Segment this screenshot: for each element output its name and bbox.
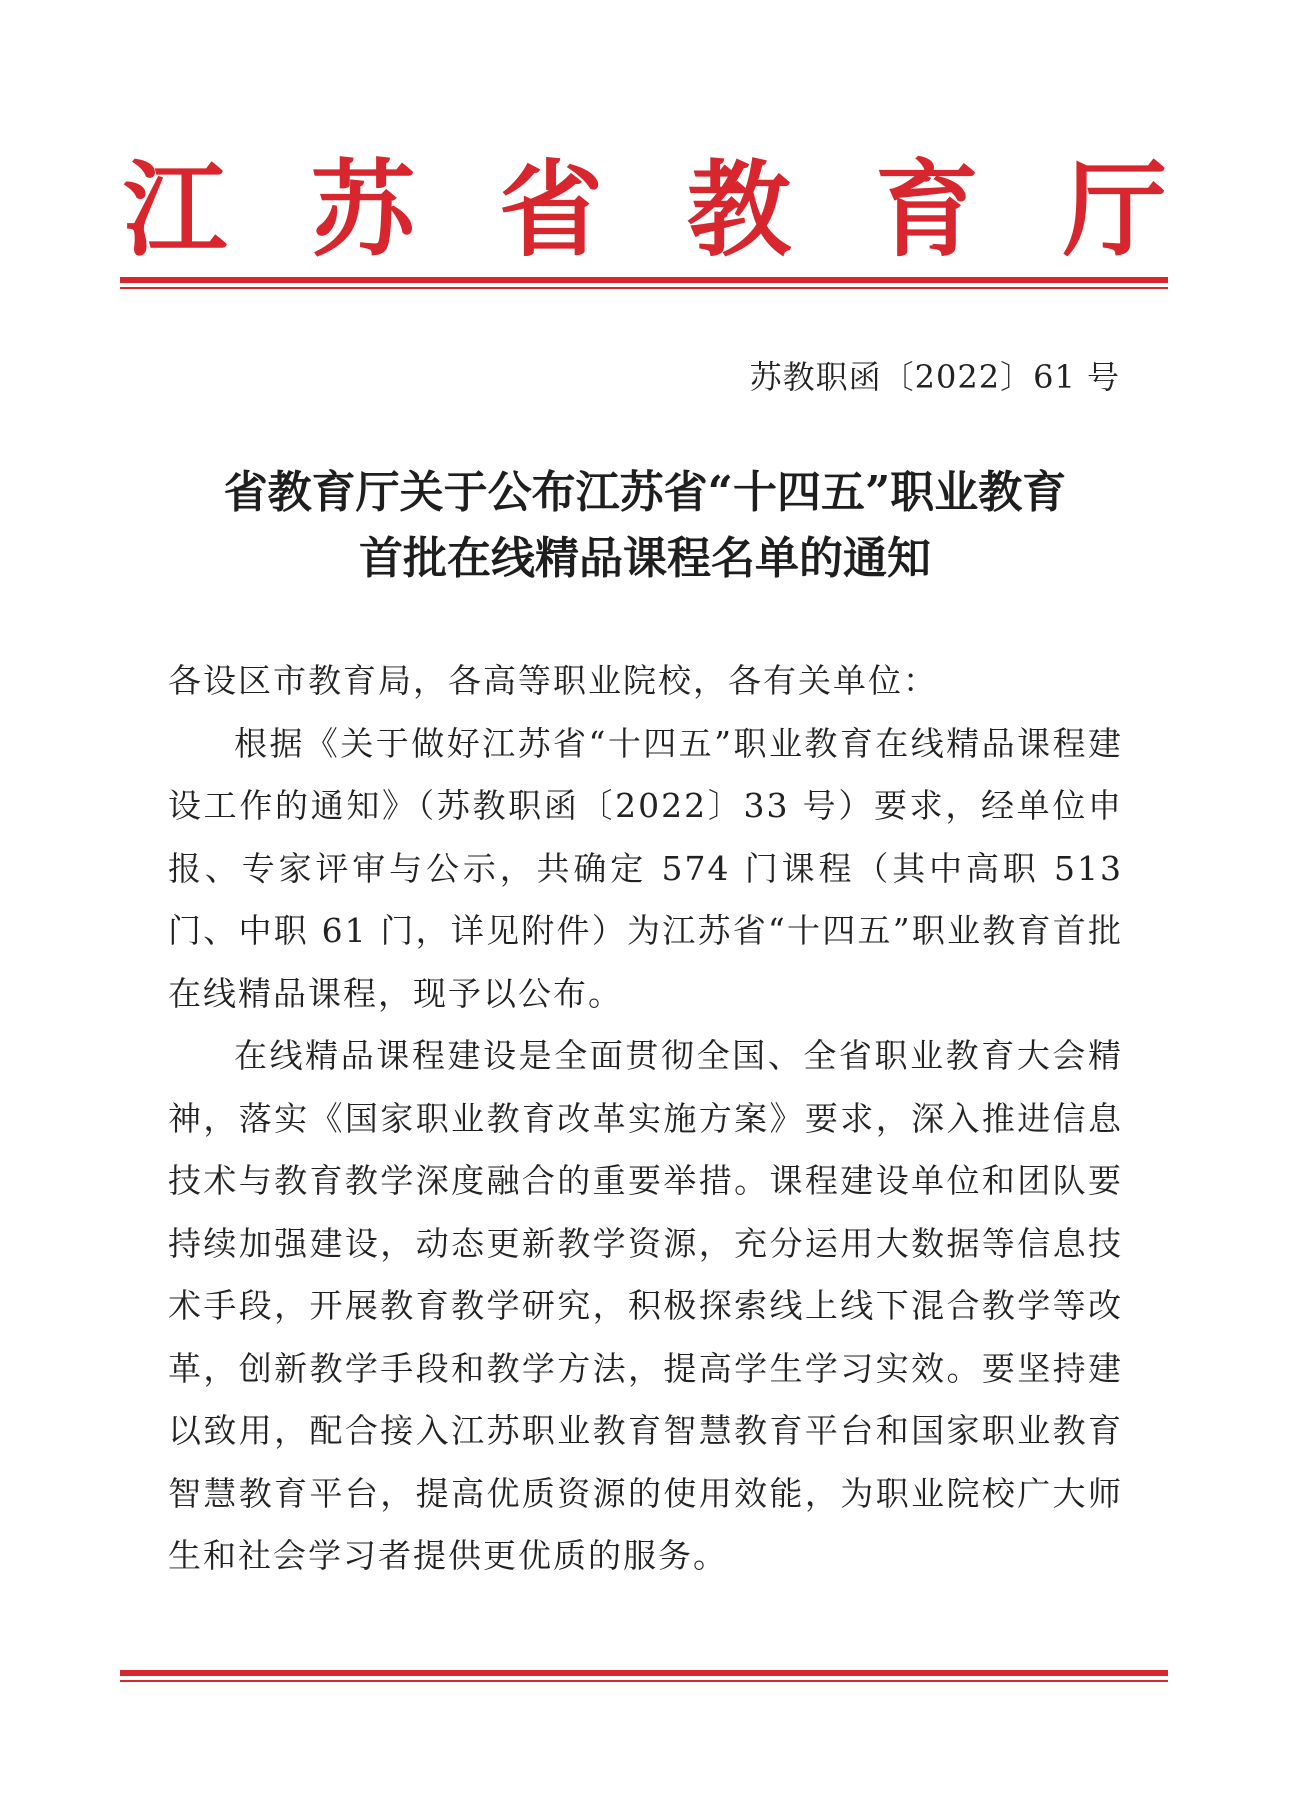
issuer-char: 教	[686, 148, 791, 271]
issuer-char: 育	[874, 148, 979, 271]
issuer-header	[120, 150, 1170, 270]
red-rule-thick	[120, 277, 1168, 283]
document-body	[168, 650, 1123, 1588]
issuer-char: 苏	[310, 148, 415, 271]
red-rule-thin	[120, 287, 1168, 289]
addressee: 各设区市教育局，各高等职业院校，各有关单位：	[168, 661, 938, 700]
document-title	[120, 460, 1170, 592]
red-rule-thick	[120, 1670, 1168, 1676]
issuer-char: 厅	[1062, 148, 1167, 271]
body-paragraph: 在线精品课程建设是全面贯彻全国、全省职业教育大会精神，落实《国家职业教育改革实施方案》要求，深入推进信息技术与教育教学深度融合的重要举措。课程建设单位和团队要持续加强建设，动态更新教学资源，充分运用大数据等信息技术手段，开展教育教学研究，积极探索线上线下混合教学等改革，创新教学手段和教学方法，提高学生学习实效。要坚持建以致用，配合接入江苏职业教育智慧教育平台和国家职业教育智慧教育平台，提高优质资源的使用效能，为职业院校广大师生和社会学习者提供更优质的服务。	[168, 1036, 1123, 1575]
body-paragraph: 根据《关于做好江苏省“十四五”职业教育在线精品课程建设工作的通知》（苏教职函〔2022〕33 号）要求，经单位申报、专家评审与公示，共确定 574 门课程（其中高职 513 门、中职 61 门，详见附件）为江苏省“十四五”职业教育首批在线精品课程，现予以公布。	[168, 723, 1123, 1013]
issuer-char: 江	[122, 148, 227, 271]
document-number: 苏教职函〔2022〕61 号	[749, 358, 1120, 396]
document-title-line: 首批在线精品课程名单的通知	[359, 533, 931, 584]
footer-red-rule	[120, 1670, 1168, 1682]
document-title-line: 省教育厅关于公布江苏省“十四五”职业教育	[223, 467, 1067, 518]
issuer-char: 省	[498, 148, 603, 271]
red-rule-thin	[120, 1680, 1168, 1682]
header-red-rule	[120, 277, 1168, 289]
